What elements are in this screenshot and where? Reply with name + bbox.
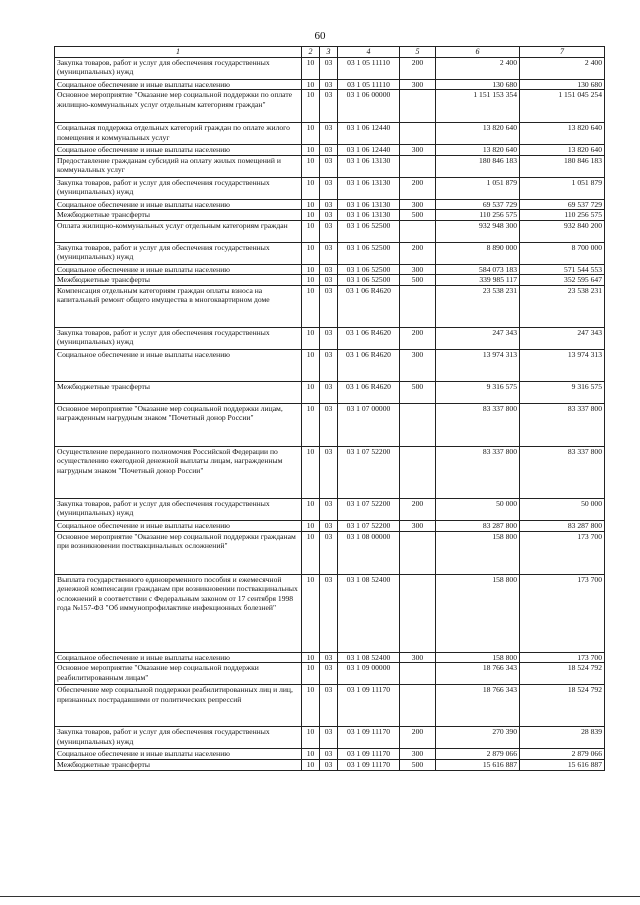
table-cell-c3: 03 bbox=[320, 199, 338, 209]
table-cell-c5: 200 bbox=[400, 177, 436, 199]
table-cell-c3: 03 bbox=[320, 498, 338, 520]
table-cell-c7: 83 287 800 bbox=[520, 520, 605, 531]
table-cell-c7: 130 680 bbox=[520, 80, 605, 90]
table-cell-name: Оплата жилищно-коммунальных услуг отдельным категориям граждан bbox=[55, 220, 302, 242]
table-cell-c7: 13 820 640 bbox=[520, 145, 605, 155]
table-cell-c4: 03 1 05 11110 bbox=[338, 58, 400, 80]
table-cell-c4: 03 1 06 12440 bbox=[338, 145, 400, 155]
table-cell-c5 bbox=[400, 90, 436, 123]
table-cell-name: Социальное обеспечение и иные выплаты населению bbox=[55, 520, 302, 531]
table-cell-c2: 10 bbox=[302, 349, 320, 381]
table-cell-c2: 10 bbox=[302, 58, 320, 80]
table-cell-c6: 110 256 575 bbox=[436, 210, 520, 220]
table-cell-c5 bbox=[400, 123, 436, 145]
table-cell-c7: 8 700 000 bbox=[520, 242, 605, 264]
table-cell-c6: 83 337 800 bbox=[436, 403, 520, 446]
table-cell-name: Закупка товаров, работ и услуг для обеспечения государственных (муниципальных) нужд bbox=[55, 58, 302, 80]
table-cell-c5: 300 bbox=[400, 199, 436, 209]
table-cell-name: Межбюджетные трансферты bbox=[55, 381, 302, 403]
table-cell-name: Социальное обеспечение и иные выплаты населению bbox=[55, 749, 302, 760]
table-row bbox=[55, 90, 605, 123]
table-row bbox=[55, 685, 605, 727]
page-number: 60 bbox=[314, 30, 326, 42]
table-cell-name: Социальное обеспечение и иные выплаты населению bbox=[55, 652, 302, 662]
table-cell-c5 bbox=[400, 663, 436, 685]
table-row bbox=[55, 220, 605, 242]
column-header: 2 bbox=[302, 47, 320, 58]
table-cell-c7: 23 538 231 bbox=[520, 285, 605, 327]
table-row bbox=[55, 727, 605, 749]
table-cell-c4: 03 1 08 52400 bbox=[338, 652, 400, 662]
table-cell-c2: 10 bbox=[302, 652, 320, 662]
table-cell-c2: 10 bbox=[302, 155, 320, 177]
table-cell-c6: 932 948 300 bbox=[436, 220, 520, 242]
table-cell-c5: 500 bbox=[400, 760, 436, 771]
table-cell-name: Закупка товаров, работ и услуг для обеспечения государственных (муниципальных) нужд bbox=[55, 498, 302, 520]
table-cell-c7: 13 820 640 bbox=[520, 123, 605, 145]
table-cell-c4: 03 1 06 52500 bbox=[338, 220, 400, 242]
table-cell-name: Межбюджетные трансферты bbox=[55, 760, 302, 771]
table-cell-c6: 8 890 000 bbox=[436, 242, 520, 264]
table-cell-c6: 584 073 183 bbox=[436, 264, 520, 274]
table-cell-c3: 03 bbox=[320, 285, 338, 327]
table-cell-c6: 13 820 640 bbox=[436, 123, 520, 145]
table-row bbox=[55, 80, 605, 90]
table-cell-c5 bbox=[400, 155, 436, 177]
table-cell-c6: 83 287 800 bbox=[436, 520, 520, 531]
table-cell-c5 bbox=[400, 446, 436, 498]
table-cell-c7: 83 337 800 bbox=[520, 446, 605, 498]
table-cell-c2: 10 bbox=[302, 574, 320, 652]
table-cell-c7: 50 000 bbox=[520, 498, 605, 520]
table-cell-c3: 03 bbox=[320, 531, 338, 574]
table-cell-c3: 03 bbox=[320, 90, 338, 123]
table-cell-c6: 13 820 640 bbox=[436, 145, 520, 155]
table-cell-c7: 18 524 792 bbox=[520, 685, 605, 727]
table-cell-c4: 03 1 06 52500 bbox=[338, 264, 400, 274]
table-cell-name: Основное мероприятие "Оказание мер социальной поддержки лицам, награжденным нагрудным знаком "Почетный донор России" bbox=[55, 403, 302, 446]
bottom-rule bbox=[0, 896, 640, 897]
table-cell-c5: 500 bbox=[400, 210, 436, 220]
table-cell-c5: 300 bbox=[400, 652, 436, 662]
table-cell-name: Социальная поддержка отдельных категорий граждан по оплате жилого помещения и коммунальных услуг bbox=[55, 123, 302, 145]
table-cell-c2: 10 bbox=[302, 199, 320, 209]
table-cell-c5 bbox=[400, 285, 436, 327]
table-cell-c2: 10 bbox=[302, 264, 320, 274]
table-cell-c6: 247 343 bbox=[436, 327, 520, 349]
table-cell-c2: 10 bbox=[302, 285, 320, 327]
table-cell-c7: 571 544 553 bbox=[520, 264, 605, 274]
table-cell-c7: 15 616 887 bbox=[520, 760, 605, 771]
table-cell-c5: 200 bbox=[400, 498, 436, 520]
table-cell-c3: 03 bbox=[320, 749, 338, 760]
table-cell-c5: 500 bbox=[400, 381, 436, 403]
table-cell-c6: 9 316 575 bbox=[436, 381, 520, 403]
table-cell-c5: 200 bbox=[400, 242, 436, 264]
table-row bbox=[55, 520, 605, 531]
table-row bbox=[55, 349, 605, 381]
table-cell-c2: 10 bbox=[302, 727, 320, 749]
table-cell-c4: 03 1 09 00000 bbox=[338, 663, 400, 685]
table-cell-c3: 03 bbox=[320, 264, 338, 274]
table-row bbox=[55, 327, 605, 349]
table-cell-c6: 23 538 231 bbox=[436, 285, 520, 327]
table-cell-c2: 10 bbox=[302, 498, 320, 520]
table-cell-c7: 83 337 800 bbox=[520, 403, 605, 446]
table-cell-c6: 158 800 bbox=[436, 652, 520, 662]
budget-table bbox=[54, 46, 605, 771]
table-cell-c2: 10 bbox=[302, 145, 320, 155]
table-cell-c2: 10 bbox=[302, 760, 320, 771]
table-cell-c3: 03 bbox=[320, 446, 338, 498]
table-row bbox=[55, 123, 605, 145]
table-cell-c3: 03 bbox=[320, 123, 338, 145]
table-row bbox=[55, 177, 605, 199]
table-cell-c2: 10 bbox=[302, 177, 320, 199]
table-cell-c5 bbox=[400, 685, 436, 727]
table-cell-c6: 69 537 729 bbox=[436, 199, 520, 209]
table-cell-c5: 300 bbox=[400, 264, 436, 274]
table-cell-c2: 10 bbox=[302, 446, 320, 498]
table-cell-c4: 03 1 08 00000 bbox=[338, 531, 400, 574]
table-cell-c4: 03 1 07 52200 bbox=[338, 446, 400, 498]
table-cell-c5: 300 bbox=[400, 520, 436, 531]
table-cell-c5: 200 bbox=[400, 58, 436, 80]
table-cell-c6: 130 680 bbox=[436, 80, 520, 90]
table-cell-c6: 270 390 bbox=[436, 727, 520, 749]
table-cell-name: Межбюджетные трансферты bbox=[55, 210, 302, 220]
table-cell-name: Обеспечение мер социальной поддержки реабилитированных лиц и лиц, признанных пострадавшими от политических репрессий bbox=[55, 685, 302, 727]
table-cell-name: Предоставление гражданам субсидий на оплату жилых помещений и коммунальных услуг bbox=[55, 155, 302, 177]
table-cell-c3: 03 bbox=[320, 652, 338, 662]
table-cell-c4: 03 1 06 52500 bbox=[338, 275, 400, 285]
table-cell-c4: 03 1 09 11170 bbox=[338, 727, 400, 749]
table-cell-c5 bbox=[400, 531, 436, 574]
column-header: 4 bbox=[338, 47, 400, 58]
table-row bbox=[55, 199, 605, 209]
table-cell-c4: 03 1 07 52200 bbox=[338, 498, 400, 520]
table-header-row bbox=[55, 47, 605, 58]
table-cell-c3: 03 bbox=[320, 403, 338, 446]
table-cell-c2: 10 bbox=[302, 123, 320, 145]
table-cell-name: Социальное обеспечение и иные выплаты населению bbox=[55, 145, 302, 155]
table-cell-c4: 03 1 06 00000 bbox=[338, 90, 400, 123]
table-cell-c5 bbox=[400, 220, 436, 242]
table-cell-c5: 200 bbox=[400, 727, 436, 749]
table-cell-c7: 1 151 045 254 bbox=[520, 90, 605, 123]
table-cell-c3: 03 bbox=[320, 275, 338, 285]
table-cell-c2: 10 bbox=[302, 403, 320, 446]
table-cell-c3: 03 bbox=[320, 210, 338, 220]
table-cell-c5: 300 bbox=[400, 349, 436, 381]
table-cell-c7: 173 700 bbox=[520, 531, 605, 574]
table-cell-c3: 03 bbox=[320, 80, 338, 90]
table-cell-c4: 03 1 06 13130 bbox=[338, 155, 400, 177]
table-cell-c3: 03 bbox=[320, 327, 338, 349]
table-cell-name: Основное мероприятие "Оказание мер социальной поддержки гражданам при возникновении поствакцинальных осложнений" bbox=[55, 531, 302, 574]
table-cell-c2: 10 bbox=[302, 381, 320, 403]
table-cell-c4: 03 1 09 11170 bbox=[338, 685, 400, 727]
table-row bbox=[55, 760, 605, 771]
table-cell-c6: 18 766 343 bbox=[436, 685, 520, 727]
table-cell-c3: 03 bbox=[320, 145, 338, 155]
column-header: 6 bbox=[436, 47, 520, 58]
table-cell-c3: 03 bbox=[320, 727, 338, 749]
table-cell-c7: 18 524 792 bbox=[520, 663, 605, 685]
table-cell-name: Закупка товаров, работ и услуг для обеспечения государственных (муниципальных) нужд bbox=[55, 177, 302, 199]
table-cell-c5: 300 bbox=[400, 749, 436, 760]
table-cell-c6: 1 051 879 bbox=[436, 177, 520, 199]
table-cell-c6: 1 151 153 354 bbox=[436, 90, 520, 123]
table-cell-c4: 03 1 09 11170 bbox=[338, 760, 400, 771]
table-cell-c6: 83 337 800 bbox=[436, 446, 520, 498]
table-row bbox=[55, 145, 605, 155]
table-cell-c6: 158 800 bbox=[436, 531, 520, 574]
column-header: 7 bbox=[520, 47, 605, 58]
table-cell-c6: 2 400 bbox=[436, 58, 520, 80]
table-cell-c7: 180 846 183 bbox=[520, 155, 605, 177]
table-cell-c2: 10 bbox=[302, 327, 320, 349]
column-header: 1 bbox=[55, 47, 302, 58]
table-cell-c3: 03 bbox=[320, 349, 338, 381]
table-row bbox=[55, 275, 605, 285]
table-cell-c5: 200 bbox=[400, 327, 436, 349]
table-cell-c7: 352 595 647 bbox=[520, 275, 605, 285]
table-cell-c4: 03 1 06 13130 bbox=[338, 210, 400, 220]
table-cell-c3: 03 bbox=[320, 58, 338, 80]
table-row bbox=[55, 210, 605, 220]
table-cell-c6: 339 985 117 bbox=[436, 275, 520, 285]
table-cell-name: Межбюджетные трансферты bbox=[55, 275, 302, 285]
table-cell-c4: 03 1 09 11170 bbox=[338, 749, 400, 760]
column-header: 3 bbox=[320, 47, 338, 58]
table-cell-c5 bbox=[400, 574, 436, 652]
table-cell-c3: 03 bbox=[320, 663, 338, 685]
table-row bbox=[55, 652, 605, 662]
table-cell-c5: 300 bbox=[400, 80, 436, 90]
table-cell-name: Основное мероприятие "Оказание мер социальной поддержки реабилитированным лицам" bbox=[55, 663, 302, 685]
table-cell-c7: 9 316 575 bbox=[520, 381, 605, 403]
table-cell-c4: 03 1 08 52400 bbox=[338, 574, 400, 652]
table-cell-c7: 1 051 879 bbox=[520, 177, 605, 199]
table-cell-c4: 03 1 06 R4620 bbox=[338, 285, 400, 327]
table-cell-c7: 110 256 575 bbox=[520, 210, 605, 220]
table-cell-c7: 28 839 bbox=[520, 727, 605, 749]
table-cell-name: Выплата государственного единовременного пособия и ежемесячной денежной компенсации гражданам при возникновении поствакцинальных осложнений в соответствии с Федеральным законом от 17 сентября 1998 года №157-ФЗ "Об иммунопрофилактике инфекционных болезней" bbox=[55, 574, 302, 652]
table-row bbox=[55, 242, 605, 264]
table-cell-c5: 300 bbox=[400, 145, 436, 155]
table-row bbox=[55, 574, 605, 652]
table-cell-c7: 13 974 313 bbox=[520, 349, 605, 381]
table-cell-c7: 2 400 bbox=[520, 58, 605, 80]
table-cell-c4: 03 1 07 00000 bbox=[338, 403, 400, 446]
table-cell-c7: 932 840 200 bbox=[520, 220, 605, 242]
table-cell-c3: 03 bbox=[320, 155, 338, 177]
table-cell-c2: 10 bbox=[302, 210, 320, 220]
table-cell-name: Социальное обеспечение и иные выплаты населению bbox=[55, 199, 302, 209]
table-cell-c6: 180 846 183 bbox=[436, 155, 520, 177]
table-cell-name: Закупка товаров, работ и услуг для обеспечения государственных (муниципальных) нужд bbox=[55, 327, 302, 349]
table-cell-c3: 03 bbox=[320, 520, 338, 531]
table-cell-c6: 2 879 066 bbox=[436, 749, 520, 760]
table-cell-c4: 03 1 06 R4620 bbox=[338, 327, 400, 349]
table-cell-c2: 10 bbox=[302, 90, 320, 123]
table-cell-c3: 03 bbox=[320, 177, 338, 199]
table-cell-c3: 03 bbox=[320, 574, 338, 652]
table-cell-name: Закупка товаров, работ и услуг для обеспечения государственных (муниципальных) нужд bbox=[55, 727, 302, 749]
table-cell-c4: 03 1 06 R4620 bbox=[338, 349, 400, 381]
table-cell-c4: 03 1 06 52500 bbox=[338, 242, 400, 264]
table-row bbox=[55, 58, 605, 80]
table-cell-name: Основное мероприятие "Оказание мер социальной поддержки по оплате жилищно-коммунальных услуг отдельным категориям граждан" bbox=[55, 90, 302, 123]
table-cell-c7: 2 879 066 bbox=[520, 749, 605, 760]
table-cell-c4: 03 1 06 13130 bbox=[338, 199, 400, 209]
table-cell-name: Осуществление переданного полномочия Российской Федерации по осуществлению ежегодной денежной выплаты лицам, награжденным нагрудным знаком "Почетный донор России" bbox=[55, 446, 302, 498]
table-row bbox=[55, 446, 605, 498]
table-cell-c3: 03 bbox=[320, 242, 338, 264]
table-cell-c7: 173 700 bbox=[520, 574, 605, 652]
table-body bbox=[55, 58, 605, 771]
table-cell-c4: 03 1 05 11110 bbox=[338, 80, 400, 90]
table-cell-c3: 03 bbox=[320, 220, 338, 242]
table-cell-c5: 500 bbox=[400, 275, 436, 285]
table-cell-c5 bbox=[400, 403, 436, 446]
table-row bbox=[55, 749, 605, 760]
table-cell-name: Социальное обеспечение и иные выплаты населению bbox=[55, 80, 302, 90]
table-cell-c3: 03 bbox=[320, 760, 338, 771]
table-cell-c4: 03 1 06 12440 bbox=[338, 123, 400, 145]
table-cell-c6: 18 766 343 bbox=[436, 663, 520, 685]
table-cell-c3: 03 bbox=[320, 381, 338, 403]
table-cell-name: Закупка товаров, работ и услуг для обеспечения государственных (муниципальных) нужд bbox=[55, 242, 302, 264]
table-cell-name: Социальное обеспечение и иные выплаты населению bbox=[55, 264, 302, 274]
table-cell-c2: 10 bbox=[302, 663, 320, 685]
table-row bbox=[55, 264, 605, 274]
table-cell-c2: 10 bbox=[302, 220, 320, 242]
table-row bbox=[55, 403, 605, 446]
table-cell-c6: 13 974 313 bbox=[436, 349, 520, 381]
column-header: 5 bbox=[400, 47, 436, 58]
table-cell-c3: 03 bbox=[320, 685, 338, 727]
table-cell-c7: 247 343 bbox=[520, 327, 605, 349]
table-cell-c4: 03 1 06 R4620 bbox=[338, 381, 400, 403]
table-row bbox=[55, 381, 605, 403]
table-cell-c2: 10 bbox=[302, 275, 320, 285]
table-row bbox=[55, 531, 605, 574]
table-cell-c4: 03 1 06 13130 bbox=[338, 177, 400, 199]
table-cell-c2: 10 bbox=[302, 520, 320, 531]
table-cell-c6: 15 616 887 bbox=[436, 760, 520, 771]
table-row bbox=[55, 498, 605, 520]
table-cell-name: Компенсация отдельным категориям граждан оплаты взноса на капитальный ремонт общего имущества в многоквартирном доме bbox=[55, 285, 302, 327]
table-cell-c2: 10 bbox=[302, 531, 320, 574]
table-cell-c6: 50 000 bbox=[436, 498, 520, 520]
table-row bbox=[55, 285, 605, 327]
table-cell-c2: 10 bbox=[302, 685, 320, 727]
table-cell-c7: 173 700 bbox=[520, 652, 605, 662]
table-cell-c2: 10 bbox=[302, 242, 320, 264]
table-cell-c2: 10 bbox=[302, 80, 320, 90]
table-cell-c2: 10 bbox=[302, 749, 320, 760]
table-row bbox=[55, 155, 605, 177]
table-cell-c7: 69 537 729 bbox=[520, 199, 605, 209]
table-cell-c4: 03 1 07 52200 bbox=[338, 520, 400, 531]
table-cell-c6: 158 800 bbox=[436, 574, 520, 652]
table-row bbox=[55, 663, 605, 685]
table-cell-name: Социальное обеспечение и иные выплаты населению bbox=[55, 349, 302, 381]
